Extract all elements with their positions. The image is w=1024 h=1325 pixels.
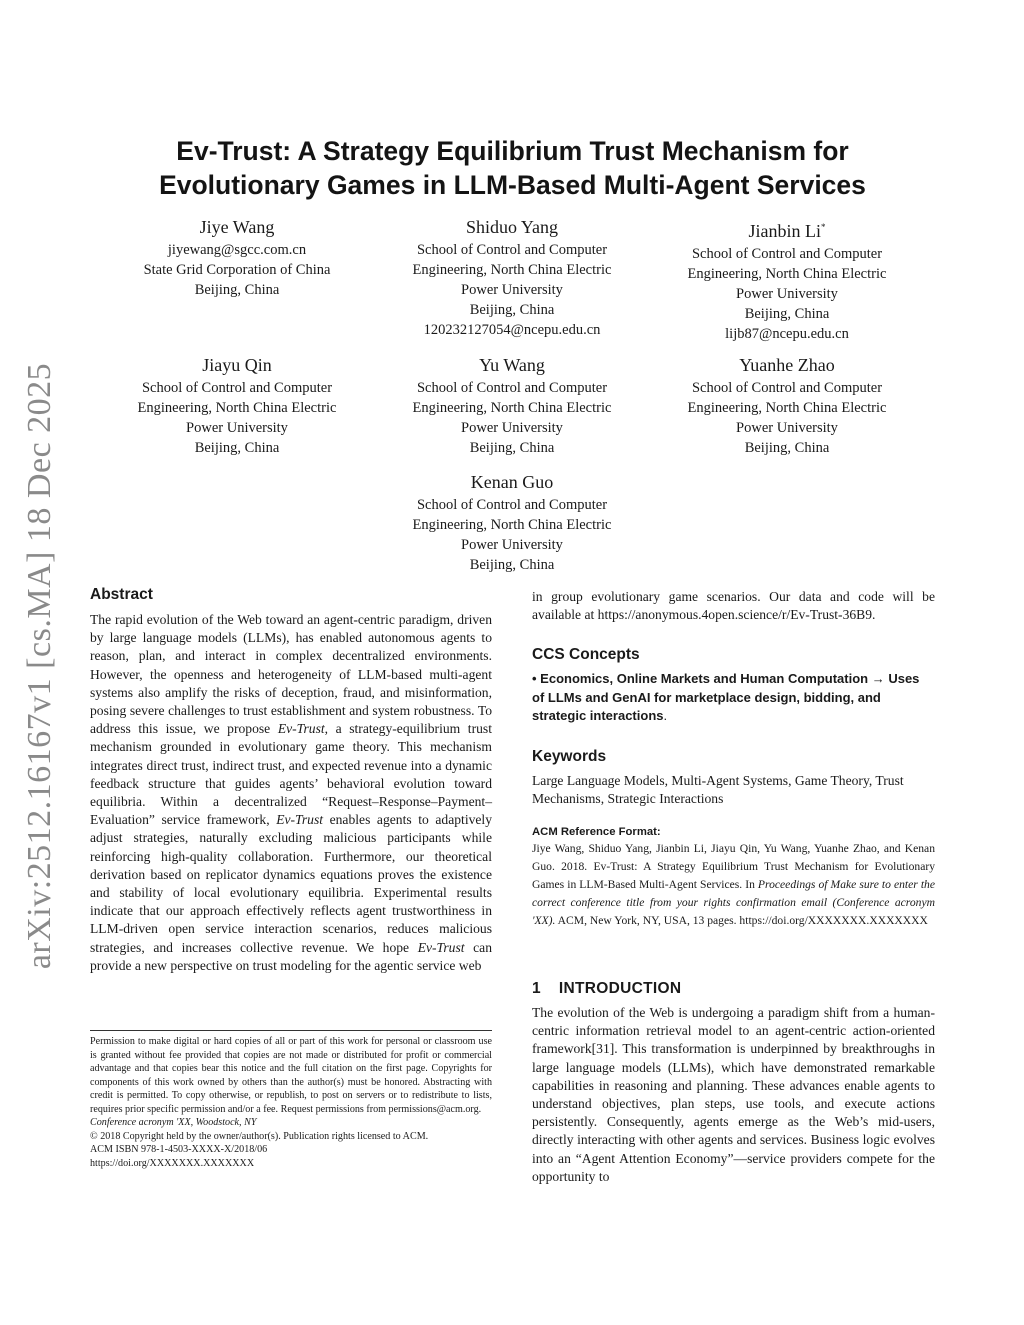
author-name: Yuanhe Zhao: [739, 355, 835, 375]
abstract-continuation: in group evolutionary game scenarios. Our data and code will be available at https://anonymous.4open.science/r/Ev-Trust-36B9.: [532, 589, 935, 623]
author-affiliation: School of Control and Computer: [416, 380, 608, 396]
author-email: jiyewang@sgcc.com.cn: [167, 242, 307, 258]
acm-reference-citation: Jiye Wang, Shiduo Yang, Jianbin Li, Jiayu Qin, Yu Wang, Yuanhe Zhao, and Kenan Guo. 2018. Ev-Trust: A Strategy Equilibrium Trust Mechanism for Evolutionary Games in LLM-Based Multi-Agent Services. In: [532, 842, 935, 891]
keywords-heading: Keywords: [532, 747, 607, 765]
author-location: Beijing, China: [469, 557, 555, 573]
permission-notice: Permission to make digital or hard copies of all or part of this work for personal or classroom use is granted without fee provided that copies are not made or distributed for profit or commercial advantage and that copies bear this notice and the full citation on the first page. Copyrights for components of this work owned by others than the author(s) must be honored. Abstracting with credit is permitted. To copy otherwise, or republish, to post on servers or to redistribute to lists, requires prior specific permission and/or a fee. Request permissions from permissions@acm.org.: [90, 1036, 492, 1115]
acm-reference-label: ACM Reference Format:: [532, 826, 661, 839]
author-name: Kenan Guo: [470, 472, 554, 492]
author-name-text: Jianbin Li: [748, 221, 821, 241]
paper-title-line-2: Evolutionary Games in LLM-Based Multi-Agent Services: [159, 170, 866, 200]
author-location: Beijing, China: [744, 306, 830, 322]
acm-reference-proceedings: Proceedings of Make sure to enter the correct conference title from your rights confirmation email (Conference acronym 'XX).: [532, 877, 935, 927]
acm-reference-text: [532, 840, 935, 929]
author-name: Jiayu Qin: [202, 355, 272, 375]
author-affiliation: Power University: [461, 420, 563, 436]
author-email: lijb87@ncepu.edu.cn: [725, 326, 849, 342]
abstract-text: can provide a new perspective on trust modeling for the agentic service web: [90, 939, 492, 973]
author-email: 120232127054@ncepu.edu.cn: [423, 322, 601, 338]
ccs-period: .: [663, 708, 668, 724]
ccs-heading: CCS Concepts: [532, 646, 640, 664]
author-location: Beijing, China: [469, 440, 555, 456]
abstract-text: enables agents to adaptively adjust strategies, naturally excluding malicious participants while reinforcing high-quality collaboration. Furthermore, our theoretical derivation based on replicator dynamics equations proves the existence and stability of local evolutionary equilibria. Experimental results indicate that our approach effectively reflects agent trustworthiness in LLM-driven open service interaction scenarios, reduces malicious strategies, and increases collective revenue. We hope: [90, 812, 493, 955]
arxiv-identifier-text: arXiv:2512.16167v1 [cs.MA] 18 Dec 2025: [21, 362, 59, 969]
author-name: Jiye Wang: [199, 217, 275, 237]
permission-footnote: [90, 1035, 492, 1170]
section-title: INTRODUCTION: [558, 980, 682, 997]
corresponding-author-mark: *: [821, 222, 826, 232]
arxiv-identifier-stamp: [19, 362, 61, 969]
copyright-notice: © 2018 Copyright held by the owner/author(s). Publication rights licensed to ACM.: [90, 1130, 429, 1142]
author-location: Beijing, China: [194, 440, 280, 456]
author-location: Beijing, China: [469, 302, 555, 318]
method-name: Ev-Trust: [417, 939, 465, 955]
author-name: Shiduo Yang: [465, 217, 559, 237]
introduction-heading: [532, 980, 935, 998]
ccs-concepts: [532, 670, 935, 726]
author-block: [387, 470, 637, 575]
author-location: Beijing, China: [194, 282, 280, 298]
author-block: [387, 215, 637, 340]
paper-title-line-1: Ev-Trust: A Strategy Equilibrium Trust Mechanism for: [176, 136, 849, 166]
author-affiliation: School of Control and Computer: [416, 242, 608, 258]
abstract-section: [90, 586, 492, 975]
author-block: [112, 353, 362, 458]
method-name: Ev-Trust: [277, 721, 325, 737]
isbn: ACM ISBN 978-1-4503-XXXX-X/2018/06: [90, 1144, 268, 1155]
author-affiliation: Power University: [461, 537, 563, 553]
author-affiliation: School of Control and Computer: [416, 497, 608, 513]
method-name: Ev-Trust: [276, 812, 324, 828]
author-affiliation: School of Control and Computer: [141, 380, 333, 396]
author-name: Yu Wang: [479, 355, 545, 375]
abstract-text: The rapid evolution of the Web toward an agent-centric paradigm, driven by large language models (LLMs), has enabled autonomous agents to reason, plan, and interact in complex decentralized environments. However, the openness and heterogeneity of LLM-based multi-agent systems also amplify the risks of deception, fraud, and misinformation, posing severe challenges to trust establishment and system robustness. To address this issue, we propose: [90, 612, 492, 737]
author-affiliation: Engineering, North China Electric: [412, 262, 612, 278]
author-affiliation: Engineering, North China Electric: [687, 266, 887, 282]
introduction-paragraph: The evolution of the Web is undergoing a paradigm shift from a human-centric information retrieval model to an agent-centric action-oriented framework[31]. This transformation is underpinned by breakthroughs in large language models (LLMs), which have demonstrated remarkable capabilities in reasoning and planning. These advances enable agents to understand objectives, plan steps, use tools, and execute actions persistently. Consequently, agents emerge as the Web’s mid-users, directly interacting with other agents and services. Business logic evolves into an “Agent Attention Economy”—service providers compete for the opportunity to: [532, 1005, 935, 1184]
author-location: Beijing, China: [744, 440, 830, 456]
author-affiliation: Engineering, North China Electric: [137, 400, 337, 416]
author-affiliation: Power University: [736, 420, 838, 436]
conference-name: Conference acronym 'XX, Woodstock, NY: [90, 1117, 257, 1128]
right-column: [532, 588, 935, 929]
author-block: [112, 215, 362, 300]
author-affiliation: School of Control and Computer: [691, 246, 883, 262]
abstract-text: , a strategy-equilibrium trust mechanism grounded in evolutionary game theory. This mechanism integrates direct trust, indirect trust, and expected revenue into a dynamic feedback structure that guides agents’ behavioral evolution toward equilibria. Within a decentralized “Request–Response–Payment–Evaluation” service framework,: [90, 721, 492, 828]
introduction-section: [532, 980, 935, 1186]
author-block: [387, 353, 637, 458]
author-affiliation: Engineering, North China Electric: [687, 400, 887, 416]
author-affiliation: Power University: [461, 282, 563, 298]
abstract-heading: Abstract: [90, 586, 153, 603]
author-affiliation: Power University: [186, 420, 288, 436]
section-number: 1: [532, 980, 541, 997]
abstract-paragraph: [90, 611, 492, 975]
author-name: [662, 215, 912, 243]
ccs-concepts-text: • Economics, Online Markets and Human Computation → Uses of LLMs and GenAI for marketplace design, bidding, and strategic interactions: [532, 671, 920, 724]
doi-link[interactable]: https://doi.org/XXXXXXX.XXXXXXX: [90, 1157, 255, 1169]
author-affiliation: Engineering, North China Electric: [412, 400, 612, 416]
paper-title: [90, 134, 935, 202]
acm-reference-publisher: ACM, New York, NY, USA, 13 pages. https://doi.org/XXXXXXX.XXXXXXX: [555, 913, 928, 927]
keywords-list: Large Language Models, Multi-Agent Systems, Game Theory, Trust Mechanisms, Strategic Interactions: [532, 772, 904, 807]
author-block: [662, 215, 912, 344]
author-affiliation: Power University: [736, 286, 838, 302]
author-affiliation: School of Control and Computer: [691, 380, 883, 396]
author-block: [662, 353, 912, 458]
author-affiliation: Engineering, North China Electric: [412, 517, 612, 533]
author-affiliation: State Grid Corporation of China: [143, 262, 331, 278]
footnote-divider: [90, 1030, 492, 1031]
